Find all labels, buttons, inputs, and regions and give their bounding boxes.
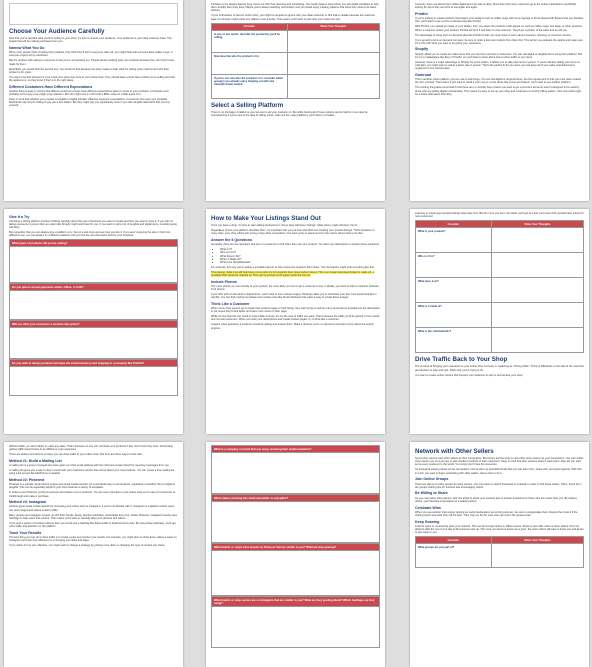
paragraph: The best thing you can do to drive traffic is to create a plan and monitor your results. For example, you might plan to share three videos a week on Instagram and track how effective it is in bringing you clicks and sales. xyxy=(9,535,177,543)
question-list xyxy=(211,248,380,264)
page-3 xyxy=(410,0,589,201)
paragraph: When most people think of selling their products, they think they'll sell to everyone. After all, you might think that everyone likes coffee mugs, or everyone enjoys funny notebooks. xyxy=(9,51,173,58)
subheading-shopify: Shopify xyxy=(415,47,429,52)
paragraph: Another great social media network for promoting your online shop is Instagram. If you're not familiar with it, Instagram is a platform where users can post images and videos to their profile. xyxy=(9,505,175,512)
paragraph: Learning to create good product listings does take time. But the more you do it, the better you'll get at it and you'll soon find yourself have a flood of new customers! xyxy=(415,212,584,219)
heading-choose-audience: Choose Your Audience Carefully xyxy=(9,28,105,35)
worksheet-table xyxy=(415,536,584,568)
paragraph: Once you have a shop, it's time to start adding products to it. Some sites call these "listings" while others might call them "items". xyxy=(211,224,359,227)
heading-network: Network with Other Sellers xyxy=(415,448,494,455)
heading-drive-traffic: Drive Traffic Back to Your Shop xyxy=(415,356,508,364)
answer-box[interactable] xyxy=(9,328,178,359)
paragraph: If you post a picture of a dream planner then you would use a hashtag like #plannerlife or #plannercommunity. By using these hashtags, you'll get more traffic and attention on the platform. xyxy=(9,521,176,529)
list-item: • What is it? xyxy=(220,248,380,251)
paragraph: Another thing to keep in mind is that different customer groups have differing expectations when it comes to your products. A Christian mom probably won't enjoy your vulgar mug collection. But she might love a t-shirt with a Bible verse on a faith quote on it. xyxy=(9,89,169,96)
subheading-think: Think Like a Customer xyxy=(211,301,250,306)
subheading-share: Be Willing to Share xyxy=(415,491,448,496)
table-header-thoughts: Share Your Thoughts xyxy=(287,23,379,30)
question-bar: What makes receiving this email newsletter so enjoyable? xyxy=(211,494,380,502)
answer-box[interactable] xyxy=(211,502,380,543)
paragraph: Pinterest is a popular visual search engine and social media network. It's a wonderful way to sell products, regardless of whether they're digital or tangible. This can be especially helpful if your shop features a variety of templates. xyxy=(9,483,176,490)
paragraph: If you notice it's not very effective, you might want to change a strategy by posting more often or changing the type of content you share. xyxy=(9,544,166,548)
paragraph: However, there is a major advantage to Shopify for some sellers. It allows you to take payments in person. If you're already selling your items at craft fairs, you might want to sell at a faster rate in person. That's the perfect fit for you since you can keep all of your sales streamlined and organized in one central place. xyxy=(415,60,580,71)
list-item: • What's the Size/Materials? xyxy=(220,261,380,264)
table-cell-question: What does it do? xyxy=(416,278,492,303)
list-item: • What Does It Do? xyxy=(220,255,380,258)
subheading-narrow: Narrow What You Do xyxy=(9,45,45,50)
table-cell-question: What is your product? xyxy=(416,228,492,253)
page-7 xyxy=(4,442,183,667)
paragraph: Most likely, you would click the second one. You would do that because the shop makes it clear what it's selling (cute notions) and who their product is for (cats). xyxy=(9,67,169,74)
table-cell-answer[interactable] xyxy=(491,544,583,568)
table-cell-answer[interactable] xyxy=(491,278,583,303)
table-cell-question: Now describe who the product is for. xyxy=(212,52,288,74)
table-cell-answer[interactable] xyxy=(491,303,583,328)
table-cell-answer[interactable] xyxy=(491,228,583,253)
paragraph: A mailing list gives you a way to stay in touch with your customers and let them know about your new products. You can create a free mailing list using a list service like MailChimp or Aweber. xyxy=(9,469,175,476)
answer-box[interactable] xyxy=(211,453,380,494)
table-cell-question: Who is it for? xyxy=(416,253,492,278)
paragraph: You want to be that obvious for your customers when they look at your online shop. They should have a clear idea of what you're selling and who the audience is, so they know if they're in the right place. xyxy=(9,75,176,82)
paragraph: If you go with a print-on-demand company, be sure to order a few test products from them first. This will let you evaluate the quality and make sure it's in line with what you want to be giving your customers. xyxy=(415,38,583,45)
subheading-method-2: Method #2: Pinterest xyxy=(9,478,45,482)
paragraph: With Printful, you upload an image of your design, then you select the products it will appear on such as coffee mugs, tote bags, or other products. When a customer orders your product, Printful will print it and ship it to the customer. They'll get a portion of the sales and so will you. xyxy=(415,25,583,32)
table-cell-question: In one or two words, describe the product(s) you'll be selling. xyxy=(212,30,288,52)
heading-select-platform: Select a Selling Platform xyxy=(211,101,284,109)
table-cell-question: What groups are you part of? xyxy=(416,544,492,568)
paragraph: Generally, there are five questions that are in a customer's mind when they see your product. You want your description to answer those questions: xyxy=(211,243,380,247)
table-cell-answer[interactable] xyxy=(491,253,583,278)
subheading-printful: Printful xyxy=(415,11,428,16)
paragraph: Many people use Instagram to keep up with their friends, family, favorite celebrities, and brands they love. Unlike Pinterest, Instagram heavily uses hashtags to help users find content. That means you'll want to carefully label your pictures and videos. xyxy=(9,513,177,520)
highlighted-example xyxy=(211,271,380,277)
paragraph: Look for ways to consistently grow your network. This can be through online or offline events. Show up and offer value to other sellers. Don't be afraid to take the out of your day to lift someone else up. The more you become known as a giver, the more others will want to know you and desire to give back to you. xyxy=(415,524,584,535)
highlight: This planner (what it is) will help busy moms (who it's for) organize their closet (what it does). This is an instant download (what it's made of), a printable PDF (what the material is). This can be printed on A4 paper (what the size is). xyxy=(211,270,375,277)
paragraph: Choosing a selling platform involves thinking carefully about the type of business you want to create and how you want to grow it. If you plan on taking payments in person then an option like Shopify might work best for you. If you want to sell a mix of tangible and digital items, consider going with Etsy. xyxy=(9,219,177,230)
table-header-thoughts: Share Your Thoughts xyxy=(491,537,583,544)
paragraph: But the problem with selling to everyone is that you're not standing out. People will be scrolling past your products because they don't feel it was made for them. xyxy=(9,59,174,66)
paragraph: Without traffic, you aren't likely to make any sales. That's because no one can purchase your products if they don't know they exist. Fortunately, getting traffic doesn't have to be difficult or even expensive. xyxy=(9,445,174,452)
paragraph: If you offer print-on-demand or digital items, you'll need to use mockup images. Mockups allow you to showcase your item how would look like in real life. You can find mockup templates and mockup sites like Smart Mockups that make it easy to create these images. xyxy=(211,292,377,300)
paragraph: When you see another shop owner posting on social media about an exciting new win, be sure to congratulate them. Repost the content if the sharing option and wish them all the best. They may not be the ones who can return the gesture later. xyxy=(415,510,578,517)
question-bar: What brands or shop owners are on Instagram that are similar to you? What are they posting about? Which hashtags are they using? xyxy=(211,596,380,607)
question-bar: Will you offer your customers a membership option? xyxy=(9,320,178,328)
page-6 xyxy=(410,209,589,434)
paragraph: So instead of viewing others as the competition, look at them as potential friends that you can learn from, share with, and grow together. With that in mind, you want to begin networking with other sellers. Here's how to do it... xyxy=(415,468,582,475)
table-cell-question: If you're not sure who the product is for, consider which group(s) you already enjoy hanging out with and naturally drawn toward. xyxy=(212,74,288,98)
paragraph: You want to create online content that inspires your audience to stop in and browse your shop. xyxy=(415,373,524,377)
paragraph: Shopify allows you to create an online store that you can then promote to customers. You can sell digital or tangible items using their platform. But it's not a marketplace like Etsy or Printful, so you'll have to learn about how to drive traffic to your store. xyxy=(415,52,583,59)
table-header-consider: Consider xyxy=(416,537,492,544)
paragraph: A mailing list is a group of people who have given you their email address with the informed consent they'll be receiving messages from you. xyxy=(9,464,170,468)
table-header-consider: Consider xyxy=(416,221,492,228)
paragraph: Perhaps you're always helping busy moms out with their planning and scheduling. You could create a shop where you sell digital printables to help them simplify their busy lives. Maybe you're always teaching new knitters and you would enjoy creating patterns that show them how to do basic stitches. xyxy=(211,3,379,13)
paragraph: In order to use Pinterest, you'll post pictures and videos of your products. You can even link back to your online shop so it's easy for customers to clickthrough and make a purchase. xyxy=(9,491,176,498)
paragraph: Keep in mind that whether your product is tangible or digital will also influence customer expectations. A customer who sees your printable flashcards may only be willing to pay you a few dollars. But they might pay you significantly more if you offer tangible flashcards that you buy yourself. xyxy=(9,98,170,108)
paragraph: Now that you've decided what you'll be selling in your shop, it's time to choose your audience. Your audience is your ideal customer base. The people that will be making purchases from you. xyxy=(9,37,172,44)
table-cell-answer[interactable] xyxy=(287,52,379,74)
list-item: • When is Made Of? xyxy=(220,258,380,261)
paragraph: Some shop owners view other sellers as their competitors. But there's another way to view other shop owners as your competitors. Use your fellow shop owners are on a journey to sell excellent products to their customers. Keep in mind that their success doesn't steal yours. After all, you can't serve every customer in the world. You simply don't have the resources. xyxy=(415,457,584,467)
question-bar: What brands or shops have boards on Pinterest that are similar to you? What are they pinning? xyxy=(211,543,380,551)
table-cell-question: What is the size/materials? xyxy=(416,328,492,353)
page-1 xyxy=(4,0,183,201)
subheading-keep: Keep Growing xyxy=(415,519,440,524)
subheading-different: Different Customers Have Different Expectations xyxy=(9,84,93,89)
table-header-consider: Consider xyxy=(212,23,288,30)
subheading-method-3: Method #3: Instagram xyxy=(9,500,47,505)
paragraph: Regardless of how your platform identifies them, it's important that you put time and effort into creating your product listings. That's because on many sites, your shop will be lost among many other competitors. You want yours to stand out from the crowd. Here's how to do that... xyxy=(211,229,375,236)
worksheet-table xyxy=(415,220,584,353)
paragraph: As you meet other shop owners, don't be afraid to share your success tips or answer questions for those who are newer than you. By helping others, you'll develop a reputation as a helpful person. xyxy=(415,496,577,503)
paragraph: When some shop owners go to create their product pages or their listing, they start trying to stuff as many keywords as possible into the description in the hopes they'll rank better and have more views on their page. xyxy=(211,307,380,314)
answer-box[interactable] xyxy=(9,247,178,283)
answer-box[interactable] xyxy=(9,367,178,396)
subheading-celebrate: Celebrate Wins xyxy=(415,505,441,510)
table-cell-answer[interactable] xyxy=(287,74,379,98)
paragraph: Imagine when questions a customer would be asking and answer them. Make it obvious you're a real person and don't worry about the search engines. xyxy=(211,323,374,330)
subheading-photos: Include Photos xyxy=(211,279,237,284)
list-item: • Who is it For? xyxy=(220,251,380,254)
paragraph: There are dozens and dozens of ways you can drive traffic to your online shop. But here are three ways to start with... xyxy=(9,453,144,457)
table-header-thoughts: Share Your Thoughts xyxy=(491,221,583,228)
paragraph: There is no shortage of platforms you can use to sell your products on. But while having all of these options can be helpful, it can also be overwhelming if you're new to the idea of selling online. Here are the major platforms you'll want to consider... xyxy=(211,110,368,118)
answer-box[interactable] xyxy=(9,291,178,320)
paragraph: This is another online platform you can use to sell things. You can sell digital or physical items, but the requirement is that you must have created the item yourself. That means if you want to resell a cool mug or a cute dress that you've purchased, you'll need to use another platform. xyxy=(415,78,581,85)
paragraph: The exciting thing about Gumroad is that there are no monthly fees (unless you want to get a premium account) and it's designed to be used by those who are selling digital merchandise. This means it's easy to set up your shop and customers a monthly billing pattern, then Gumroad might be a better alternative than Etsy. xyxy=(415,86,581,96)
page-8 xyxy=(206,442,385,667)
image-placeholder xyxy=(9,3,178,25)
paragraph: There are plenty of online groups for shop owners. You only have to search Facebook or LinkedIn in order to find these sellers. Often, they'll be in the groups sharing tips for success and encouraging others. xyxy=(415,482,582,489)
page-4 xyxy=(4,209,183,434)
subheading-answer: Answer the 5 Questions xyxy=(211,237,252,242)
subheading-track: Track Your Results xyxy=(9,530,42,535)
paragraph: The more photos you can include of your product, the more likely you are to get a customer to buy it. Ideally, you want to offer a customer between 5-10 photos. xyxy=(211,284,379,291)
question-bar: What types of products will you be selling? xyxy=(9,239,178,247)
worksheet-table xyxy=(211,23,380,99)
paragraph: The advantage of using print-on-demand sites like Printful is that you never have to worry about inventory, shipping, or customer service. xyxy=(415,33,572,37)
subheading-gumroad: Gumroad xyxy=(415,72,431,77)
paragraph: But remember that you can always give a platform a try. Set up a test shop and see how you like it. If you aren't enjoying the site or find it too difficult to use, you can always try a different platform until you find the one that works best for your business. xyxy=(9,231,171,238)
paragraph: Currently, there are almost four million digital items for sale on Etsy. More than that many customers go to the online marketplace specifically looking for items they can print to use again and again. xyxy=(415,3,577,10)
paragraph: The process of bringing your customers to your online shop is known in marketing as "driving traffic." Think of billboards on the side of the road that get travelers to stop and visit. That's why you're trying to do. xyxy=(415,365,584,372)
paragraph: If your enthusiasm is start an online shop, you might be tempted to ignore who your ideal customer is. But that's mistake because the customer base you choose might prefer one platform over another. This means you'll want to plan who your customers are. xyxy=(211,14,375,21)
question-bar: Do you plan to accept payments online, offline, or both? xyxy=(9,283,178,291)
page-2 xyxy=(206,0,385,201)
page-5 xyxy=(206,209,385,434)
paragraph: While it's true that this can result in more traffic at times, it's not the type of traffic you want. That's because the traffic you'll be getting is from robots and not real customers. When you write your descriptions and create product pages, try to think like a customer. xyxy=(211,315,380,322)
subheading-give-try: Give It a Try xyxy=(9,214,30,219)
table-cell-answer[interactable] xyxy=(287,30,379,52)
question-bar: Do you want to design products but leave the actual inventory and shipping to a company like Printful? xyxy=(9,359,178,367)
paragraph: If you're looking to create products that feature your designs such as coffee mugs with funny sayings or those placed with flowers that you doodled, then you'll want to use a print-on-demand site like Printful. xyxy=(415,17,584,24)
page-9 xyxy=(410,442,589,667)
question-bar: What is a company or brand that you enjoy receiving their email newsletter? xyxy=(211,445,380,453)
table-cell-answer[interactable] xyxy=(491,328,583,353)
paragraph: For example, let's say you're selling a printable planner to help customers organize their closet. Your description might look something like this: xyxy=(211,265,375,269)
answer-box[interactable] xyxy=(211,551,380,596)
heading-listings: How to Make Your Listings Stand Out xyxy=(211,215,321,222)
subheading-method-1: Method #1: Build a Mailing List xyxy=(9,458,62,463)
table-cell-question: What is it made of? xyxy=(416,303,492,328)
answer-box[interactable] xyxy=(211,607,380,648)
subheading-groups: Join Online Groups xyxy=(415,477,449,482)
